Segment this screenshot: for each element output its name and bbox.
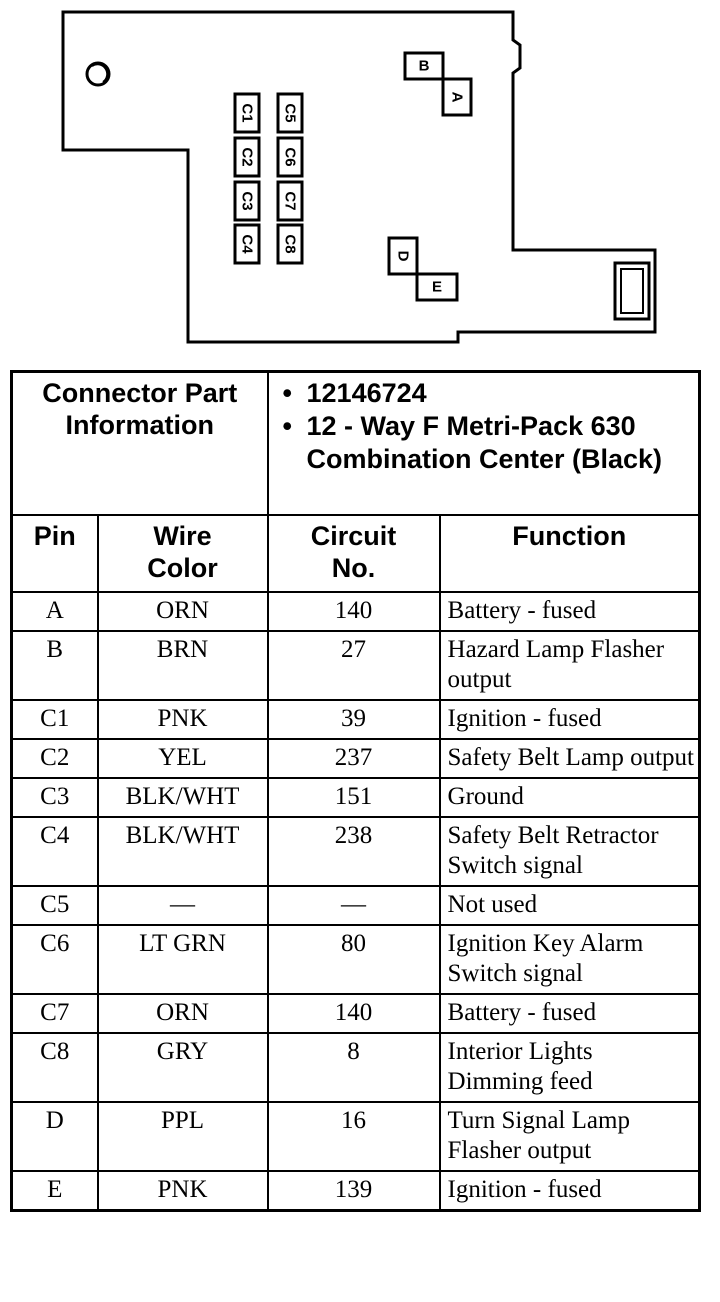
cavity-c8-label: C8: [281, 234, 299, 254]
wire-color-cell: BLK/WHT: [98, 817, 268, 886]
function-cell: Battery - fused: [440, 592, 700, 631]
wire-color-cell: ORN: [98, 592, 268, 631]
table-row: [12, 631, 700, 700]
header-wire-color: Wire Color: [98, 515, 268, 592]
circuit-no-cell: 140: [268, 592, 440, 631]
function-cell: Turn Signal Lamp Flasher output: [440, 1102, 700, 1171]
function-cell: Hazard Lamp Flasher output: [440, 631, 700, 700]
cavity-d-label: D: [394, 250, 412, 262]
pin-cell: C1: [12, 700, 98, 739]
table-row: [12, 778, 700, 817]
circuit-no-cell: 80: [268, 925, 440, 994]
cavity-c6: [278, 138, 302, 176]
pin-cell: C3: [12, 778, 98, 817]
cavity-c3: [235, 182, 259, 220]
cavity-b-label: B: [418, 57, 430, 75]
wire-color-cell: YEL: [98, 739, 268, 778]
circuit-no-cell: 39: [268, 700, 440, 739]
pin-cell: C5: [12, 886, 98, 925]
circuit-no-cell: 139: [268, 1171, 440, 1211]
pin-cell: E: [12, 1171, 98, 1211]
function-cell: Battery - fused: [440, 994, 700, 1033]
pin-cell: C8: [12, 1033, 98, 1102]
circuit-no-cell: 27: [268, 631, 440, 700]
cavity-e-label: E: [431, 278, 443, 296]
cavity-a-label: A: [448, 91, 466, 103]
cavity-c5-label: C5: [281, 103, 299, 123]
function-cell: Not used: [440, 886, 700, 925]
wire-color-cell: GRY: [98, 1033, 268, 1102]
table-row: [12, 739, 700, 778]
circuit-no-cell: 151: [268, 778, 440, 817]
wire-color-cell: BLK/WHT: [98, 778, 268, 817]
table-row: [12, 592, 700, 631]
table-row: [12, 1102, 700, 1171]
cavity-c5: [278, 94, 302, 132]
header-pin: Pin: [12, 515, 98, 592]
cavity-column-left: [235, 94, 259, 263]
pin-cell: B: [12, 631, 98, 700]
connector-face-diagram: [0, 0, 720, 352]
pin-rows: [12, 592, 700, 1211]
wire-color-cell: PNK: [98, 700, 268, 739]
pin-cell: D: [12, 1102, 98, 1171]
wire-color-cell: —: [98, 886, 268, 925]
circuit-no-cell: 237: [268, 739, 440, 778]
circuit-no-cell: 8: [268, 1033, 440, 1102]
cavity-a: [443, 79, 471, 115]
part-number: • 12146724: [281, 377, 693, 410]
pin-cell: C2: [12, 739, 98, 778]
pin-cell: C7: [12, 994, 98, 1033]
cavity-c1-label: C1: [238, 103, 256, 123]
connector-pinout-table: [10, 370, 701, 1212]
cavity-column-right: [278, 94, 302, 263]
header-function: Function: [440, 515, 700, 592]
table-row: [12, 700, 700, 739]
wire-color-cell: ORN: [98, 994, 268, 1033]
part-info-values: [268, 372, 700, 515]
locking-tab-icon: [615, 263, 649, 319]
pin-cell: C6: [12, 925, 98, 994]
table-row: [12, 817, 700, 886]
function-cell: Safety Belt Lamp output: [440, 739, 700, 778]
function-cell: Safety Belt Retractor Switch signal: [440, 817, 700, 886]
cavity-d: [389, 238, 417, 274]
function-cell: Ignition - fused: [440, 1171, 700, 1211]
cavity-c1: [235, 94, 259, 132]
cavity-e: [417, 274, 457, 300]
wire-color-cell: LT GRN: [98, 925, 268, 994]
circuit-no-cell: 16: [268, 1102, 440, 1171]
part-description: • 12 - Way F Metri-Pack 630 Combination Center (Black): [281, 410, 693, 476]
table-row: [12, 925, 700, 994]
header-circuit-no: Circuit No.: [268, 515, 440, 592]
cavity-c7-label: C7: [281, 191, 299, 211]
function-cell: Ignition Key Alarm Switch signal: [440, 925, 700, 994]
circuit-no-cell: 238: [268, 817, 440, 886]
pin-cell: A: [12, 592, 98, 631]
table-row: [12, 1171, 700, 1211]
cavity-c2: [235, 138, 259, 176]
cavity-c4-label: C4: [238, 234, 256, 254]
cavity-c3-label: C3: [238, 191, 256, 211]
cavity-c8: [278, 225, 302, 263]
connector-housing-outline: [63, 12, 655, 342]
part-info-row: [12, 372, 700, 515]
wire-color-cell: BRN: [98, 631, 268, 700]
circuit-no-cell: 140: [268, 994, 440, 1033]
table-row: [12, 886, 700, 925]
function-cell: Ground: [440, 778, 700, 817]
cavity-c7: [278, 182, 302, 220]
cavity-b: [405, 53, 443, 79]
wire-color-cell: PPL: [98, 1102, 268, 1171]
mounting-hole-icon: [87, 63, 109, 85]
table-row: [12, 994, 700, 1033]
cavity-c2-label: C2: [238, 147, 256, 167]
part-info-label: Connector Part Information: [12, 372, 268, 515]
circuit-no-cell: —: [268, 886, 440, 925]
column-header-row: [12, 515, 700, 592]
function-cell: Ignition - fused: [440, 700, 700, 739]
cavity-c6-label: C6: [281, 147, 299, 167]
function-cell: Interior Lights Dimming feed: [440, 1033, 700, 1102]
cavity-c4: [235, 225, 259, 263]
table-row: [12, 1033, 700, 1102]
wire-color-cell: PNK: [98, 1171, 268, 1211]
pin-cell: C4: [12, 817, 98, 886]
